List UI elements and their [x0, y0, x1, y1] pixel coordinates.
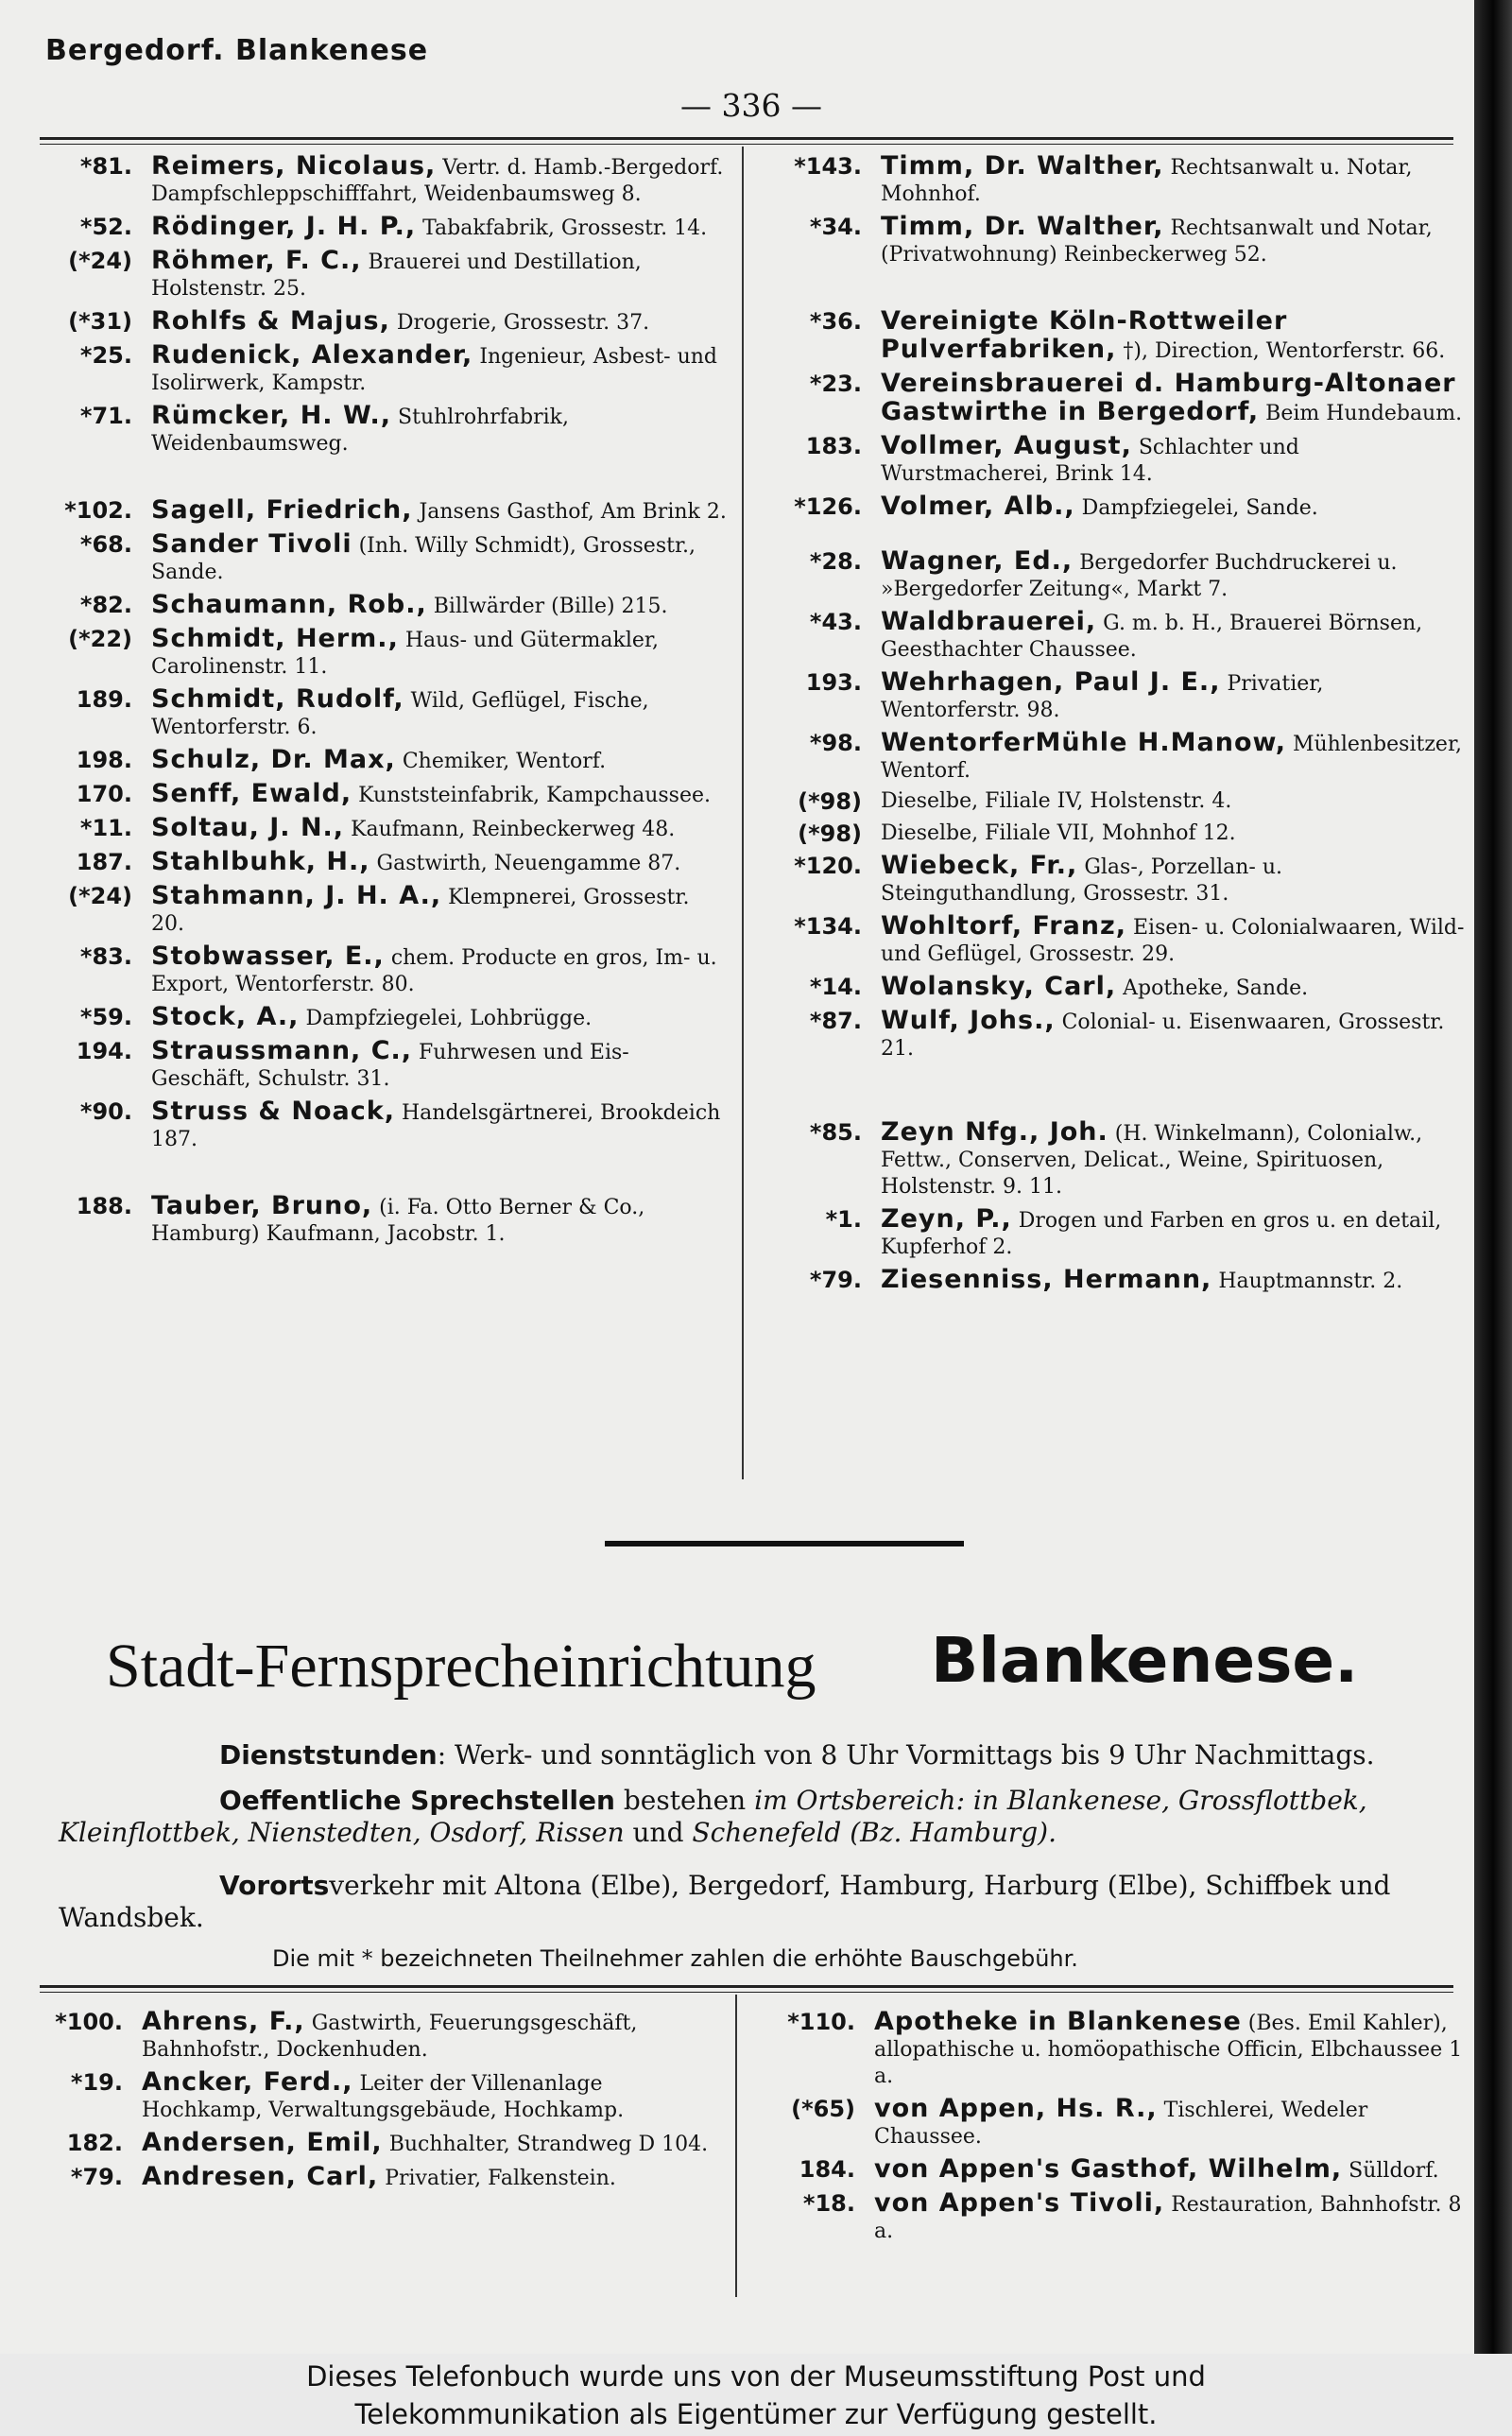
entry-name: Reimers, Nicolaus, [151, 151, 437, 181]
entry-name: Timm, Dr. Walther, [881, 212, 1164, 241]
entry-number: *71. [79, 403, 132, 429]
entry-number: 193. [805, 669, 862, 696]
directory-entry [28, 2069, 723, 2124]
directory-entry [38, 214, 728, 242]
surcharge-note: Die mit * bezeichneten Theilnehmer zahlen die erhöhte Bauschgebühr. [272, 1945, 1078, 1972]
entry-number: (*31) [68, 308, 132, 335]
entry-name: Rohlfs & Majus, [151, 306, 390, 336]
entry-name: Sander Tivoli [151, 529, 352, 559]
directory-entry [767, 308, 1467, 365]
entry-description: Rechtsanwalt u. Notar, Mohnhof. [881, 156, 1413, 206]
entry-text [151, 153, 728, 208]
entry-description: Rechtsanwalt und Notar, (Privatwohnung) Reinbeckerweg 52. [881, 216, 1433, 267]
entry-name: Andresen, Carl, [142, 2162, 379, 2191]
entry-description: Buchhalter, Strandweg D 104. [388, 2133, 709, 2156]
directory-entry [38, 1038, 728, 1093]
entry-number: *1. [825, 1206, 862, 1233]
directory-entry [761, 2009, 1465, 2090]
entry-name: Vollmer, August, [881, 431, 1132, 460]
entry-description: (Bes. Emil Kahler), allopathische u. homöopathische Officin, Elbchaussee 1 a. [874, 2012, 1463, 2088]
entry-description: Dampfziegelei, Lohbrügge. [305, 1007, 593, 1030]
entry-name: Wolansky, Carl, [881, 972, 1117, 1001]
entry-text [881, 913, 1467, 968]
entry-description: Beim Hundebaum. [1265, 402, 1463, 425]
entry-description: Brauerei und Destillation, Holstenstr. 25. [151, 251, 642, 301]
directory-entry [38, 849, 728, 877]
stations-and: und [624, 1817, 693, 1848]
entry-text [142, 2164, 723, 2192]
entry-name: von Appen's Gasthof, Wilhelm, [874, 2154, 1343, 2184]
header-rule [40, 137, 1453, 145]
entry-text [151, 308, 728, 337]
entry-name: Zeyn Nfg., Joh. [881, 1117, 1108, 1147]
entry-description: Dampfziegelei, Sande. [1081, 496, 1318, 520]
entry-text [881, 433, 1467, 488]
directory-entry [38, 815, 728, 843]
entry-name: Ancker, Ferd., [142, 2067, 353, 2097]
entry-text [881, 1008, 1467, 1063]
entry-number: *85. [809, 1119, 862, 1146]
entry-text [881, 1206, 1467, 1261]
entry-text [151, 1098, 728, 1153]
entry-text [151, 403, 728, 458]
entry-text [881, 853, 1467, 907]
column-divider-2 [735, 1995, 737, 2297]
entry-text [881, 730, 1467, 785]
entry-text [151, 943, 728, 998]
entry-description: Jansens Gasthof, Am Brink 2. [419, 500, 727, 524]
book-spine [1474, 0, 1512, 2354]
section-divider [605, 1541, 964, 1546]
directory-entry [38, 1098, 728, 1153]
entry-name: Stobwasser, E., [151, 942, 385, 971]
entry-text [881, 669, 1467, 724]
entry-text [151, 342, 728, 397]
entry-name: Vereinsbrauerei d. Hamburg-Altonaer Gastwirthe in Bergedorf, [881, 369, 1456, 426]
entry-description: chem. Producte en gros, Im- u. Export, Wentorferstr. 80. [151, 946, 717, 996]
entry-description: Chemiker, Wentorf. [402, 750, 607, 773]
entry-name: Schaumann, Rob., [151, 590, 427, 619]
hours-text: : Werk- und sonntäglich von 8 Uhr Vormittags bis 9 Uhr Nachmittags. [437, 1739, 1375, 1771]
directory-entry [767, 730, 1467, 785]
entry-name: Stahmann, J. H. A., [151, 881, 442, 910]
entry-number: *52. [79, 214, 132, 240]
entry-text [881, 788, 1467, 815]
directory-entry [767, 1267, 1467, 1295]
entry-description: (Inh. Willy Schmidt), Grossestr., Sande. [151, 534, 696, 584]
entry-number: 188. [76, 1193, 132, 1219]
directory-entry [38, 592, 728, 620]
entry-text [151, 592, 728, 620]
blankenese-right-column [761, 2009, 1465, 2245]
directory-entry [767, 788, 1467, 815]
directory-entry [38, 531, 728, 586]
page-number: — 336 — [680, 87, 822, 124]
entry-text [874, 2009, 1465, 2090]
running-header: Bergedorf. Blankenese [45, 34, 429, 67]
entry-number: *87. [809, 1008, 862, 1034]
entry-description: Dieselbe, Filiale VII, Mohnhof 12. [881, 821, 1236, 845]
directory-entry [38, 626, 728, 681]
entry-text [881, 153, 1467, 208]
entry-name: Vereinigte Köln-Rottweiler Pulverfabriken, [881, 306, 1288, 364]
entry-text [151, 214, 728, 242]
entry-description: Dieselbe, Filiale IV, Holstenstr. 4. [881, 789, 1232, 813]
entry-text [881, 548, 1467, 603]
directory-entry [38, 943, 728, 998]
stations-schenefeld: Schenefeld (Bz. Hamburg). [692, 1817, 1057, 1848]
directory-entry [767, 853, 1467, 907]
entry-description: Kunststeinfabrik, Kampchaussee. [358, 784, 711, 807]
entry-number: *28. [809, 548, 862, 575]
entry-name: Schulz, Dr. Max, [151, 745, 396, 774]
entry-name: Stock, A., [151, 1002, 300, 1031]
directory-entry [767, 974, 1467, 1002]
entry-name: WentorferMühle H.Manow, [881, 728, 1286, 757]
entry-number: 184. [799, 2156, 855, 2183]
directory-entry [767, 371, 1467, 427]
vororts-label: Vororts [219, 1870, 330, 1901]
directory-entry [38, 747, 728, 775]
entry-text [151, 781, 728, 809]
entry-description: Privatier, Falkenstein. [385, 2167, 616, 2190]
directory-entry [28, 2164, 723, 2192]
entry-number: *68. [79, 531, 132, 558]
directory-entry [38, 1004, 728, 1032]
entry-description: Drogerie, Grossestr. 37. [396, 311, 650, 335]
entry-text [142, 2009, 723, 2064]
entry-name: Struss & Noack, [151, 1097, 395, 1126]
entry-description: Vertr. d. Hamb.-Bergedorf. Dampfschleppschifffahrt, Weidenbaumsweg 8. [151, 156, 724, 206]
entry-text [881, 308, 1467, 365]
entry-text [151, 883, 728, 938]
entry-number: 183. [805, 433, 862, 459]
stations-line [59, 1785, 1448, 1849]
entry-name: Wiebeck, Fr., [881, 851, 1078, 880]
entry-description: Tabakfabrik, Grossestr. 14. [422, 216, 708, 240]
entry-number: *81. [79, 153, 132, 180]
entry-number: *25. [79, 342, 132, 369]
entry-description: Kaufmann, Reinbeckerweg 48. [351, 818, 676, 841]
entry-number: 189. [76, 686, 132, 713]
entry-number: (*98) [798, 788, 862, 815]
directory-entry [767, 153, 1467, 208]
entry-name: Schmidt, Herm., [151, 624, 399, 653]
directory-entry [767, 821, 1467, 847]
entry-number: *120. [794, 853, 862, 879]
directory-entry [38, 153, 728, 208]
entry-description: (i. Fa. Otto Berner & Co., Hamburg) Kaufmann, Jacobstr. 1. [151, 1196, 645, 1246]
directory-entry [38, 342, 728, 397]
directory-entry [38, 781, 728, 809]
entry-number: *126. [794, 493, 862, 520]
entry-name: Rümcker, H. W., [151, 401, 392, 430]
bergedorf-left-column [38, 153, 728, 1248]
directory-entry [28, 2130, 723, 2158]
entry-text [881, 609, 1467, 664]
entry-text [881, 493, 1467, 522]
entry-name: Wehrhagen, Paul J. E., [881, 667, 1221, 697]
stations-label: Oeffentliche Sprechstellen [219, 1785, 615, 1816]
entry-number: *34. [809, 214, 862, 240]
entry-text [874, 2190, 1465, 2245]
entry-name: Schmidt, Rudolf, [151, 684, 404, 714]
entry-name: Tauber, Bruno, [151, 1191, 373, 1220]
entry-name: Wohltorf, Franz, [881, 911, 1126, 941]
entry-description: Eisen- u. Colonialwaaren, Wild- und Geflügel, Grossestr. 29. [881, 916, 1465, 966]
entry-number: *36. [809, 308, 862, 335]
entry-description: Gastwirth, Feuerungsgeschäft, Bahnhofstr., Dockenhuden. [142, 2012, 638, 2062]
entry-name: Waldbrauerei, [881, 607, 1097, 636]
entry-number: *11. [79, 815, 132, 841]
directory-entry [767, 609, 1467, 664]
entry-text [151, 497, 728, 526]
entry-number: 182. [66, 2130, 123, 2156]
entry-description: Schlachter und Wurstmacherei, Brink 14. [881, 436, 1299, 486]
entry-name: Andersen, Emil, [142, 2128, 383, 2157]
entry-text [881, 1267, 1467, 1295]
directory-entry [767, 433, 1467, 488]
entry-description: Stuhlrohrfabrik, Weidenbaumsweg. [151, 406, 569, 456]
directory-entry [761, 2096, 1465, 2151]
entry-description: (H. Winkelmann), Colonialw., Fettw., Conserven, Delicat., Weine, Spirituosen, Holstenstr. 9. 11. [881, 1122, 1423, 1199]
entry-name: Apotheke in Blankenese [874, 2007, 1242, 2036]
directory-entry [767, 913, 1467, 968]
entry-description: Ingenieur, Asbest- und Isolirwerk, Kampstr. [151, 345, 718, 395]
entry-number: (*22) [68, 626, 132, 652]
entry-description: Gastwirth, Neuengamme 87. [376, 852, 681, 875]
entry-description: Haus- und Gütermakler, Carolinenstr. 11. [151, 629, 660, 679]
entry-number: *59. [79, 1004, 132, 1030]
directory-entry [38, 308, 728, 337]
directory-entry [767, 1008, 1467, 1063]
entry-number: 194. [76, 1038, 132, 1064]
entry-text [151, 815, 728, 843]
vororts-text: verkehr mit Altona (Elbe), Bergedorf, Hamburg, Harburg (Elbe), Schiffbek und Wandsbek. [59, 1870, 1391, 1933]
hours-label: Dienststunden [219, 1739, 438, 1771]
directory-entry [38, 1193, 728, 1248]
entry-name: Zeyn, P., [881, 1204, 1012, 1234]
entry-text [151, 531, 728, 586]
entry-name: Ziesenniss, Hermann, [881, 1265, 1212, 1294]
section-title: Stadt-Fernsprecheinrichtung [106, 1632, 816, 1701]
entry-number: *143. [794, 153, 862, 180]
entry-text [874, 2156, 1465, 2185]
entry-text [151, 849, 728, 877]
entry-number: *43. [809, 609, 862, 635]
entry-number: 187. [76, 849, 132, 875]
entry-name: Sagell, Friedrich, [151, 495, 413, 525]
entry-number: (*24) [68, 883, 132, 909]
entry-number: *23. [809, 371, 862, 397]
vororts-line [59, 1870, 1448, 1934]
entry-name: Senff, Ewald, [151, 779, 352, 808]
directory-entry [38, 248, 728, 302]
directory-entry [767, 669, 1467, 724]
directory-entry [38, 883, 728, 938]
entry-text [881, 821, 1467, 847]
directory-entry [28, 2009, 723, 2064]
entry-number: (*24) [68, 248, 132, 274]
directory-entry [761, 2190, 1465, 2245]
footer-notice [0, 2354, 1512, 2436]
entry-number: *83. [79, 943, 132, 970]
hours-line [219, 1739, 1448, 1771]
footer-line-2: Telekommunikation als Eigentümer zur Verfügung gestellt. [354, 2398, 1158, 2430]
blankenese-left-column [28, 2009, 723, 2192]
entry-name: von Appen's Tivoli, [874, 2188, 1165, 2218]
entry-number: *82. [79, 592, 132, 618]
entry-text [151, 1038, 728, 1093]
entry-description: Apotheke, Sande. [1123, 976, 1309, 1000]
entry-number: *14. [809, 974, 862, 1000]
entry-number: *134. [794, 913, 862, 940]
directory-entry [767, 548, 1467, 603]
entry-name: Rudenick, Alexander, [151, 340, 473, 370]
entry-number: (*98) [798, 821, 862, 847]
entry-description: Glas-, Porzellan- u. Steinguthandlung, Grossestr. 31. [881, 855, 1282, 906]
entry-description: Fuhrwesen und Eis-Geschäft, Schulstr. 31. [151, 1041, 629, 1091]
entry-number: 170. [76, 781, 132, 807]
entry-description: †), Direction, Wentorferstr. 66. [1123, 339, 1446, 363]
entry-description: Billwärder (Bille) 215. [433, 595, 668, 618]
entry-number: *98. [809, 730, 862, 756]
entry-name: Rödinger, J. H. P., [151, 212, 417, 241]
entry-text [881, 214, 1467, 268]
stations-places: im Ortsbereich: in Blankenese, Grossflottbek, Kleinflottbek, Nienstedten, Osdorf, Rissen [59, 1785, 1367, 1848]
directory-entry [38, 686, 728, 741]
entry-number: *18. [802, 2190, 855, 2217]
entry-description: Klempnerei, Grossestr. 20. [151, 886, 690, 936]
blankenese-rule [40, 1985, 1453, 1993]
entry-name: Soltau, J. N., [151, 813, 345, 842]
footer-line-1: Dieses Telefonbuch wurde uns von der Museumsstiftung Post und [306, 2360, 1206, 2393]
entry-description: Wild, Geflügel, Fische, Wentorferstr. 6. [151, 689, 649, 739]
entry-description: Leiter der Villenanlage Hochkamp, Verwaltungsgebäude, Hochkamp. [142, 2072, 625, 2122]
entry-description: Restauration, Bahnhofstr. 8 a. [874, 2193, 1462, 2243]
section-title-place: Blankenese. [931, 1624, 1359, 1697]
entry-description: Drogen und Farben en gros u. en detail, Kupferhof 2. [881, 1209, 1442, 1259]
entry-number: *79. [70, 2164, 123, 2190]
bergedorf-right-column [767, 153, 1467, 1295]
entry-description: Hauptmannstr. 2. [1218, 1270, 1403, 1293]
entry-number: (*65) [791, 2096, 855, 2122]
entry-text [151, 747, 728, 775]
entry-text [881, 1119, 1467, 1201]
entry-description: Mühlenbesitzer, Wentorf. [881, 733, 1463, 783]
entry-text [881, 371, 1467, 427]
entry-number: *90. [79, 1098, 132, 1125]
entry-text [151, 1193, 728, 1248]
entry-text [151, 626, 728, 681]
entry-text [874, 2096, 1465, 2151]
column-divider [742, 147, 744, 1479]
entry-number: *19. [70, 2069, 123, 2096]
directory-entry [38, 497, 728, 526]
stations-text: bestehen [614, 1785, 755, 1816]
entry-description: Tischlerei, Wedeler Chaussee. [874, 2099, 1368, 2149]
entry-number: *100. [55, 2009, 123, 2035]
directory-entry [767, 214, 1467, 268]
directory-entry [38, 403, 728, 458]
entry-name: Wagner, Ed., [881, 546, 1074, 576]
entry-number: 198. [76, 747, 132, 773]
entry-text [142, 2069, 723, 2124]
entry-name: Stahlbuhk, H., [151, 847, 370, 876]
entry-description: Sülldorf. [1349, 2159, 1439, 2183]
entry-number: *110. [787, 2009, 855, 2035]
entry-name: von Appen, Hs. R., [874, 2094, 1158, 2123]
directory-entry [767, 1206, 1467, 1261]
entry-number: *79. [809, 1267, 862, 1293]
entry-name: Volmer, Alb., [881, 492, 1075, 521]
entry-text [151, 1004, 728, 1032]
entry-description: Privatier, Wentorferstr. 98. [881, 672, 1324, 722]
entry-description: Colonial- u. Eisenwaaren, Grossestr. 21. [881, 1011, 1445, 1061]
entry-text [142, 2130, 723, 2158]
entry-description: Bergedorfer Buchdruckerei u. »Bergedorfer Zeitung«, Markt 7. [881, 551, 1398, 601]
entry-name: Timm, Dr. Walther, [881, 151, 1164, 181]
entry-description: G. m. b. H., Brauerei Börnsen, Geesthachter Chaussee. [881, 612, 1423, 662]
directory-entry [767, 493, 1467, 522]
entry-name: Röhmer, F. C., [151, 246, 362, 275]
directory-entry [767, 1119, 1467, 1201]
entry-text [151, 248, 728, 302]
entry-name: Straussmann, C., [151, 1036, 413, 1065]
directory-entry [761, 2156, 1465, 2185]
entry-text [881, 974, 1467, 1002]
entry-description: Handelsgärtnerei, Brookdeich 187. [151, 1101, 721, 1151]
entry-name: Wulf, Johs., [881, 1006, 1056, 1035]
entry-text [151, 686, 728, 741]
entry-number: *102. [64, 497, 132, 524]
entry-name: Ahrens, F., [142, 2007, 305, 2036]
